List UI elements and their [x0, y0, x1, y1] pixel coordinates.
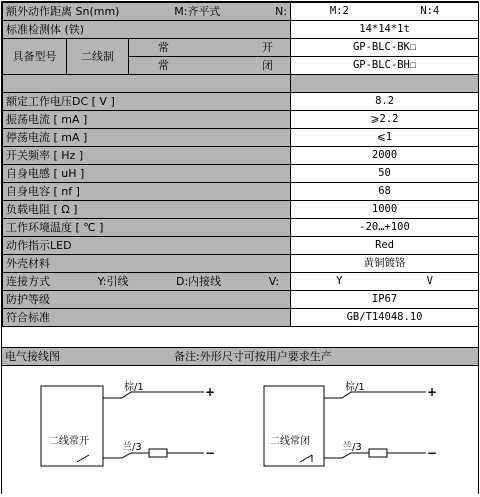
param-value: 1000: [291, 201, 479, 219]
param-label: 振荡电流 [ mA ]: [3, 111, 291, 129]
sensor-box-nc: [264, 386, 324, 466]
row-target: [3, 21, 479, 39]
connector-label: V:: [268, 275, 280, 288]
protection-value: IP67: [291, 291, 479, 309]
sensor-type-no: 二线常开: [49, 436, 89, 447]
param-value: 8.2: [291, 93, 479, 111]
two-wire-label: 二线制: [67, 39, 129, 75]
non-flush-value: N:4: [420, 5, 440, 17]
no-circuit: [41, 380, 215, 466]
row-sensing-distance: [3, 3, 479, 21]
row-param: [3, 219, 479, 237]
param-label: 工作环境温度 [ ℃ ]: [3, 219, 291, 237]
row-connection: [3, 273, 479, 291]
brown-label-nc: 棕/1: [345, 382, 365, 393]
param-value: 黄铜镀铬: [291, 255, 479, 273]
row-param: [3, 129, 479, 147]
spec-table: [2, 2, 479, 327]
no-label-2: 开: [262, 41, 274, 54]
no-label-1: 常: [158, 41, 169, 54]
param-label: 停荡电流 [ mA ]: [3, 129, 291, 147]
param-label: 自身电感 [ uH ]: [3, 165, 291, 183]
minus-terminal-no: −: [205, 446, 216, 460]
plus-terminal-no: +: [205, 385, 216, 399]
row-param: [3, 237, 479, 255]
internal-wire-label: D:内接线: [176, 275, 222, 288]
param-value: 50: [291, 165, 479, 183]
row-param: [3, 165, 479, 183]
wiring-diagram-svg: [2, 366, 478, 494]
param-value: -20…+100: [291, 219, 479, 237]
param-value: 2000: [291, 147, 479, 165]
row-model-no: [3, 39, 479, 57]
row-param: [3, 183, 479, 201]
row-spacer: [3, 75, 479, 93]
brown-wire-no: [103, 392, 204, 398]
nc-label-1: 常: [158, 59, 169, 72]
brown-wire-nc: [324, 392, 426, 398]
row-param: [3, 111, 479, 129]
switch-contact-no: [77, 455, 89, 462]
param-label: 外壳材料: [3, 255, 291, 273]
model-label: 具备型号: [3, 39, 67, 75]
load-resistor-nc: [369, 449, 387, 457]
param-label: 动作指示LED: [3, 237, 291, 255]
param-value: Red: [291, 237, 479, 255]
row-standard: [3, 309, 479, 327]
diagram-title: 电气接线图: [5, 350, 60, 363]
blue-label-nc: 兰/3: [342, 442, 362, 453]
model-no-value: GP-BLC-BK☐: [291, 39, 479, 57]
blue-label-no: 兰/3: [122, 442, 142, 453]
param-value: ⩾2.2: [291, 111, 479, 129]
param-value: 68: [291, 183, 479, 201]
standard-value: GB/T14048.10: [291, 309, 479, 327]
blue-wire-no: [103, 453, 149, 458]
wiring-diagram: [2, 365, 478, 494]
sensor-box-no: [41, 386, 103, 466]
flush-mount-label: M:齐平式: [174, 5, 221, 18]
sensing-distance-label: 额外动作距离 Sn(mm): [6, 5, 120, 18]
protection-label: 防护等级: [3, 291, 291, 309]
brown-label-no: 棕/1: [124, 382, 144, 393]
param-label: 负载电阻 [ Ω ]: [3, 201, 291, 219]
model-nc-value: GP-BLC-BH☐: [291, 57, 479, 75]
row-param: [3, 147, 479, 165]
diagram-header: [2, 347, 478, 366]
param-label: 自身电容 [ nf ]: [3, 183, 291, 201]
param-label: 额定工作电压DC [ V ]: [3, 93, 291, 111]
lead-wire-label: Y:引线: [97, 275, 129, 288]
param-value: ⩽1: [291, 129, 479, 147]
param-label: 开关频率 [ Hz ]: [3, 147, 291, 165]
nc-circuit: [264, 380, 437, 466]
target-label: 标准检测体 (铁): [3, 21, 291, 39]
sensor-type-nc: 二线常闭: [270, 436, 310, 447]
flush-value: M:2: [329, 5, 349, 17]
row-protection: [3, 291, 479, 309]
spec-sheet: [1, 1, 479, 494]
minus-terminal-nc: −: [427, 446, 438, 460]
row-param: [3, 201, 479, 219]
blue-wire-nc: [324, 453, 369, 458]
non-flush-label: N:: [275, 5, 288, 18]
row-param: [3, 93, 479, 111]
switch-contact-nc: [300, 455, 312, 462]
nc-label-2: 闭: [262, 59, 274, 72]
connection-label: 连接方式: [6, 275, 50, 288]
connector-value: V: [426, 275, 433, 287]
lead-wire-value: Y: [336, 275, 343, 287]
row-param: [3, 255, 479, 273]
standard-label: 符合标准: [3, 309, 291, 327]
diagram-note: 备注:外形尺寸可按用户要求生产: [174, 350, 332, 363]
load-resistor-no: [149, 449, 167, 457]
target-value: 14*14*1t: [291, 21, 479, 39]
plus-terminal-nc: +: [427, 385, 438, 399]
